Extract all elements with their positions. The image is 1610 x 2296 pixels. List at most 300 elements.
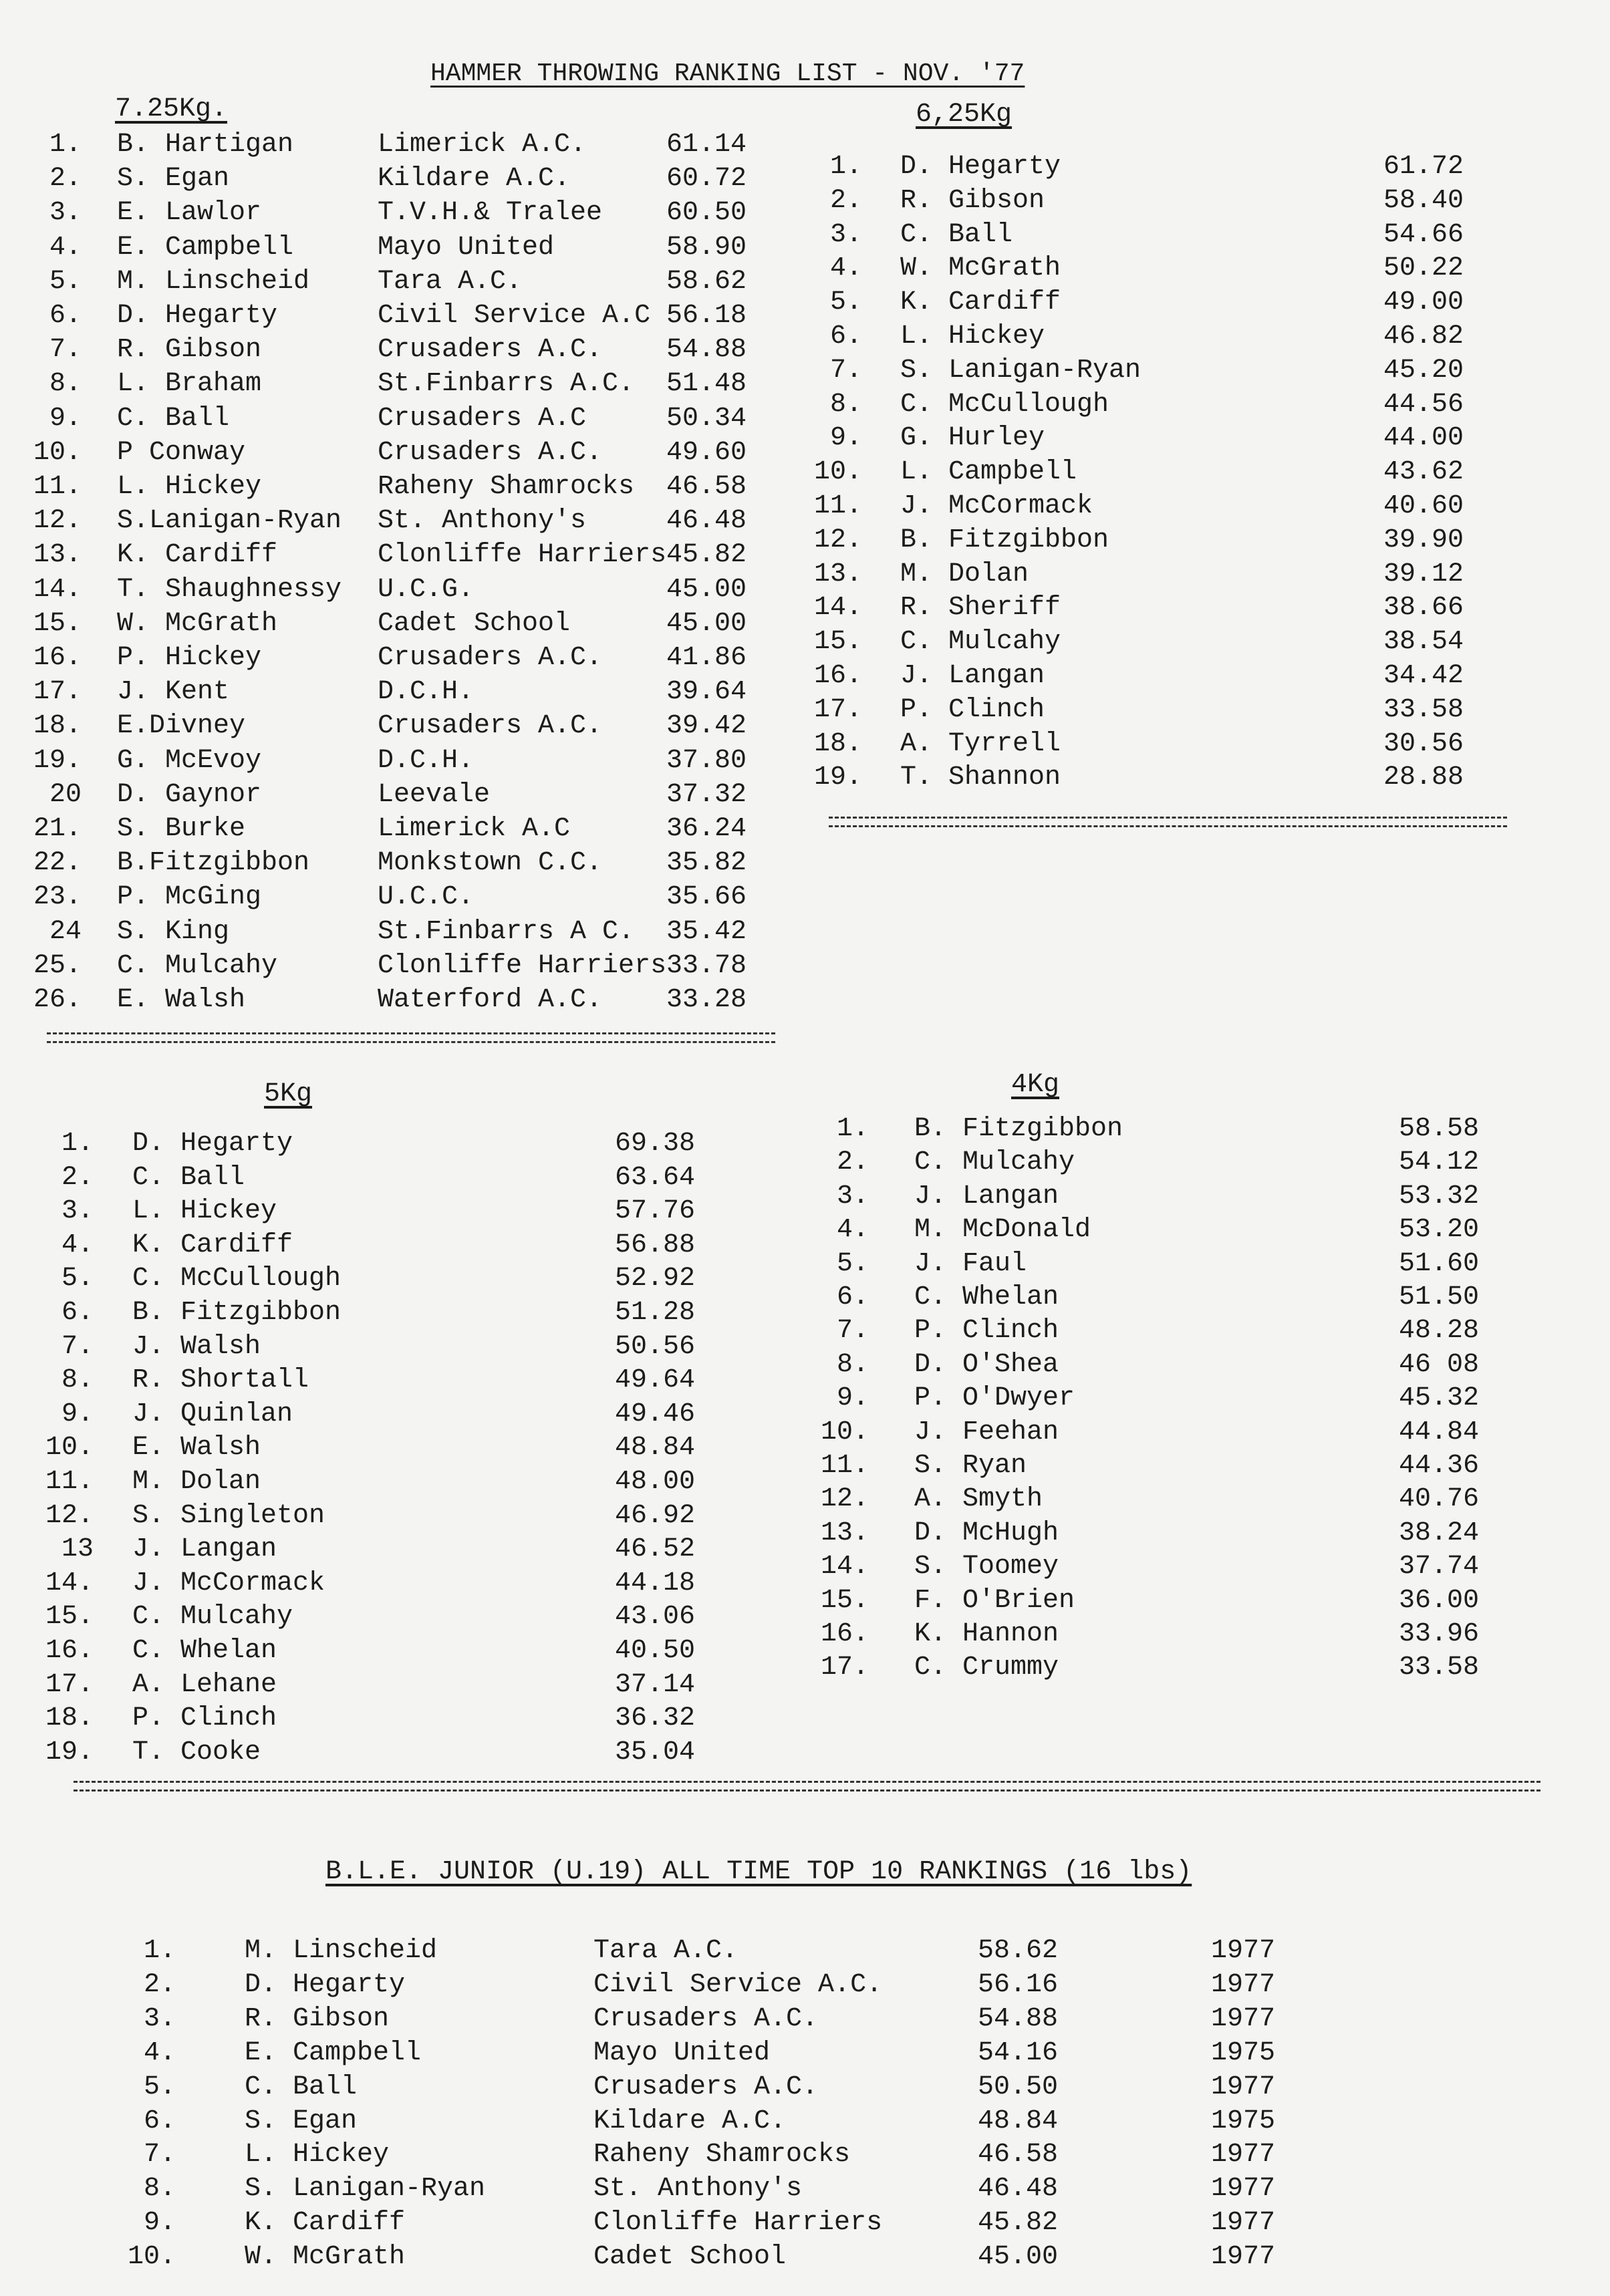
mark-value: 33.58 xyxy=(1383,695,1464,725)
mark-value: 58.62 xyxy=(666,267,747,297)
club-name: Monkstown C.C. xyxy=(378,848,603,878)
rank-number: 10. xyxy=(33,438,82,468)
rank-number: 2. xyxy=(143,1970,176,2000)
club-name: Civil Service A.C xyxy=(378,301,651,331)
athlete-name: C. Crummy xyxy=(914,1653,1059,1683)
rank-number: 2. xyxy=(61,1163,94,1193)
divider-7-25kg xyxy=(47,1032,775,1043)
athlete-name: R. Shortall xyxy=(132,1365,309,1395)
rank-number: 16. xyxy=(820,1619,869,1649)
athlete-name: E. Campbell xyxy=(117,233,294,263)
athlete-name: L. Hickey xyxy=(245,2140,390,2170)
mark-value: 28.88 xyxy=(1383,762,1464,793)
mark-value: 54.88 xyxy=(978,2004,1059,2034)
mark-value: 48.00 xyxy=(615,1467,696,1497)
rank-number: 13. xyxy=(813,559,862,589)
athlete-name: B. Hartigan xyxy=(117,130,294,160)
athlete-name: G. McEvoy xyxy=(117,746,262,776)
rank-number: 10. xyxy=(127,2242,176,2272)
section-heading-junior-top10: B.L.E. JUNIOR (U.19) ALL TIME TOP 10 RANKINGS (16 lbs) xyxy=(325,1857,1192,1887)
rank-number: 23. xyxy=(33,882,82,912)
mark-value: 46.52 xyxy=(615,1534,696,1564)
athlete-name: D. Hegarty xyxy=(900,152,1061,182)
athlete-name: C. Mulcahy xyxy=(914,1147,1075,1177)
rank-number: 7. xyxy=(836,1316,869,1346)
rank-number: 6. xyxy=(836,1282,869,1312)
athlete-name: C. Ball xyxy=(245,2072,358,2102)
mark-value: 33.28 xyxy=(666,985,747,1015)
mark-value: 37.14 xyxy=(615,1670,696,1700)
club-name: Cadet School xyxy=(378,609,571,639)
rank-number: 18. xyxy=(45,1703,94,1733)
athlete-name: P. Hickey xyxy=(117,643,262,673)
club-name: Mayo United xyxy=(378,233,555,263)
divider-6-25kg xyxy=(829,817,1507,827)
rank-number: 13. xyxy=(820,1518,869,1548)
mark-value: 63.64 xyxy=(615,1163,696,1193)
athlete-name: J. Langan xyxy=(900,661,1045,691)
rank-number: 6. xyxy=(143,2106,176,2136)
athlete-name: S. Toomey xyxy=(914,1552,1059,1582)
rank-number: 3. xyxy=(829,220,862,250)
club-name: Clonliffe Harriers xyxy=(378,540,667,570)
mark-value: 46.48 xyxy=(978,2174,1059,2204)
mark-value: 49.46 xyxy=(615,1399,696,1429)
rank-number: 1. xyxy=(829,152,862,182)
athlete-name: J. Langan xyxy=(914,1181,1059,1211)
rank-number: 10. xyxy=(820,1417,869,1447)
mark-value: 36.00 xyxy=(1399,1586,1480,1616)
mark-value: 40.50 xyxy=(615,1636,696,1666)
mark-value: 51.48 xyxy=(666,369,747,399)
athlete-name: B. Fitzgibbon xyxy=(900,525,1109,555)
rank-number: 1. xyxy=(143,1936,176,1966)
club-name: Clonliffe Harriers xyxy=(378,951,667,981)
year: 1977 xyxy=(1211,2140,1276,2170)
mark-value: 58.58 xyxy=(1399,1114,1480,1144)
mark-value: 33.78 xyxy=(666,951,747,981)
mark-value: 54.12 xyxy=(1399,1147,1480,1177)
athlete-name: C. Ball xyxy=(117,404,230,434)
athlete-name: R. Sheriff xyxy=(900,593,1061,623)
club-name: Cadet School xyxy=(593,2242,787,2272)
mark-value: 45.32 xyxy=(1399,1383,1480,1413)
athlete-name: R. Gibson xyxy=(900,186,1045,216)
athlete-name: S. Burke xyxy=(117,814,246,844)
mark-value: 58.40 xyxy=(1383,186,1464,216)
rank-number: 7. xyxy=(49,335,82,365)
mark-value: 38.66 xyxy=(1383,593,1464,623)
mark-value: 40.60 xyxy=(1383,491,1464,521)
year: 1977 xyxy=(1211,2208,1276,2238)
athlete-name: P. Clinch xyxy=(900,695,1045,725)
club-name: Raheny Shamrocks xyxy=(378,472,635,502)
section-heading-5kg: 5Kg xyxy=(264,1079,313,1109)
rank-number: 25. xyxy=(33,951,82,981)
athlete-name: A. Lehane xyxy=(132,1670,277,1700)
rank-number: 15. xyxy=(33,609,82,639)
year: 1977 xyxy=(1211,2242,1276,2272)
mark-value: 50.22 xyxy=(1383,253,1464,283)
rank-number: 3. xyxy=(836,1181,869,1211)
club-name: Crusaders A.C. xyxy=(593,2004,819,2034)
rank-number: 1. xyxy=(49,130,82,160)
mark-value: 43.62 xyxy=(1383,457,1464,487)
athlete-name: E. Walsh xyxy=(132,1433,261,1463)
athlete-name: K. Cardiff xyxy=(132,1230,293,1260)
rank-number: 7. xyxy=(829,355,862,386)
rank-number: 8. xyxy=(61,1365,94,1395)
club-name: U.C.G. xyxy=(378,575,475,605)
rank-number: 10. xyxy=(813,457,862,487)
rank-number: 22. xyxy=(33,848,82,878)
rank-number: 14. xyxy=(813,593,862,623)
rank-number: 12. xyxy=(813,525,862,555)
rank-number: 17. xyxy=(45,1670,94,1700)
athlete-name: E.Divney xyxy=(117,711,246,741)
athlete-name: D. Hegarty xyxy=(117,301,278,331)
rank-number: 12. xyxy=(45,1501,94,1531)
rank-number: 11. xyxy=(820,1451,869,1481)
club-name: Civil Service A.C. xyxy=(593,1970,883,2000)
rank-number: 19. xyxy=(33,746,82,776)
mark-value: 34.42 xyxy=(1383,661,1464,691)
athlete-name: D. Hegarty xyxy=(132,1129,293,1159)
athlete-name: J. Faul xyxy=(914,1249,1027,1279)
rank-number: 16. xyxy=(45,1636,94,1666)
athlete-name: T. Shaughnessy xyxy=(117,575,342,605)
rank-number: 9. xyxy=(836,1383,869,1413)
rank-number: 6. xyxy=(829,321,862,351)
athlete-name: K. Hannon xyxy=(914,1619,1059,1649)
athlete-name: D. Gaynor xyxy=(117,780,262,810)
athlete-name: W. McGrath xyxy=(900,253,1061,283)
rank-number: 8. xyxy=(49,369,82,399)
rank-number: 15. xyxy=(813,627,862,657)
mark-value: 38.24 xyxy=(1399,1518,1480,1548)
rank-number: 3. xyxy=(49,198,82,228)
rank-number: 15. xyxy=(45,1602,94,1632)
mark-value: 37.32 xyxy=(666,780,747,810)
section-heading-7-25kg: 7.25Kg. xyxy=(115,94,228,124)
athlete-name: S. King xyxy=(117,917,230,947)
rank-number: 21. xyxy=(33,814,82,844)
athlete-name: C. Ball xyxy=(132,1163,245,1193)
rank-number: 18. xyxy=(33,711,82,741)
rank-number: 5. xyxy=(143,2072,176,2102)
rank-number: 13. xyxy=(33,540,82,570)
club-name: St.Finbarrs A.C. xyxy=(378,369,635,399)
rank-number: 11. xyxy=(33,472,82,502)
athlete-name: A. Smyth xyxy=(914,1484,1043,1514)
athlete-name: C. Mulcahy xyxy=(900,627,1061,657)
year: 1975 xyxy=(1211,2106,1276,2136)
rank-number: 4. xyxy=(829,253,862,283)
athlete-name: D. Hegarty xyxy=(245,1970,406,2000)
athlete-name: E. Walsh xyxy=(117,985,246,1015)
mark-value: 61.72 xyxy=(1383,152,1464,182)
athlete-name: C. McCullough xyxy=(132,1264,342,1294)
rank-number: 13 xyxy=(61,1534,94,1564)
rank-number: 9. xyxy=(829,423,862,453)
mark-value: 45.82 xyxy=(978,2208,1059,2238)
athlete-name: S.Lanigan-Ryan xyxy=(117,506,342,536)
athlete-name: T. Cooke xyxy=(132,1737,261,1767)
rank-number: 9. xyxy=(61,1399,94,1429)
athlete-name: C. Mulcahy xyxy=(117,951,278,981)
divider-5kg-4kg xyxy=(74,1781,1540,1791)
mark-value: 54.16 xyxy=(978,2038,1059,2068)
athlete-name: J. Walsh xyxy=(132,1332,261,1362)
rank-number: 5. xyxy=(49,267,82,297)
athlete-name: J. McCormack xyxy=(132,1568,325,1598)
mark-value: 45.00 xyxy=(978,2242,1059,2272)
mark-value: 44.00 xyxy=(1383,423,1464,453)
athlete-name: S. Lanigan-Ryan xyxy=(900,355,1142,386)
athlete-name: F. O'Brien xyxy=(914,1586,1075,1616)
athlete-name: D. McHugh xyxy=(914,1518,1059,1548)
athlete-name: J. Kent xyxy=(117,677,230,707)
club-name: Mayo United xyxy=(593,2038,771,2068)
club-name: Limerick A.C xyxy=(378,814,571,844)
rank-number: 4. xyxy=(49,233,82,263)
mark-value: 39.12 xyxy=(1383,559,1464,589)
athlete-name: S. Egan xyxy=(117,164,230,194)
mark-value: 39.42 xyxy=(666,711,747,741)
mark-value: 61.14 xyxy=(666,130,747,160)
athlete-name: K. Cardiff xyxy=(900,287,1061,317)
mark-value: 50.34 xyxy=(666,404,747,434)
club-name: Waterford A.C. xyxy=(378,985,603,1015)
club-name: Kildare A.C. xyxy=(378,164,571,194)
athlete-name: L. Braham xyxy=(117,369,262,399)
club-name: Leevale xyxy=(378,780,491,810)
mark-value: 51.60 xyxy=(1399,1249,1480,1279)
athlete-name: P Conway xyxy=(117,438,246,468)
mark-value: 41.86 xyxy=(666,643,747,673)
rank-number: 26. xyxy=(33,985,82,1015)
club-name: Clonliffe Harriers xyxy=(593,2208,883,2238)
mark-value: 45.00 xyxy=(666,609,747,639)
rank-number: 9. xyxy=(143,2208,176,2238)
athlete-name: P. Clinch xyxy=(132,1703,277,1733)
club-name: Limerick A.C. xyxy=(378,130,587,160)
mark-value: 57.76 xyxy=(615,1196,696,1226)
rank-number: 8. xyxy=(836,1350,869,1380)
athlete-name: M. Dolan xyxy=(900,559,1029,589)
rank-number: 7. xyxy=(61,1332,94,1362)
rank-number: 7. xyxy=(143,2140,176,2170)
rank-number: 2. xyxy=(49,164,82,194)
mark-value: 58.62 xyxy=(978,1936,1059,1966)
athlete-name: L. Hickey xyxy=(117,472,262,502)
mark-value: 49.00 xyxy=(1383,287,1464,317)
rank-number: 17. xyxy=(33,677,82,707)
athlete-name: J. McCormack xyxy=(900,491,1093,521)
mark-value: 44.56 xyxy=(1383,390,1464,420)
mark-value: 36.32 xyxy=(615,1703,696,1733)
rank-number: 4. xyxy=(143,2038,176,2068)
athlete-name: J. Quinlan xyxy=(132,1399,293,1429)
athlete-name: R. Gibson xyxy=(117,335,262,365)
club-name: D.C.H. xyxy=(378,677,475,707)
athlete-name: C. McCullough xyxy=(900,390,1109,420)
mark-value: 37.74 xyxy=(1399,1552,1480,1582)
rank-number: 19. xyxy=(813,762,862,793)
rank-number: 5. xyxy=(836,1249,869,1279)
athlete-name: L. Hickey xyxy=(900,321,1045,351)
club-name: Crusaders A.C xyxy=(378,404,587,434)
rank-number: 3. xyxy=(61,1196,94,1226)
mark-value: 56.18 xyxy=(666,301,747,331)
club-name: St. Anthony's xyxy=(378,506,587,536)
mark-value: 45.00 xyxy=(666,575,747,605)
mark-value: 39.64 xyxy=(666,677,747,707)
club-name: D.C.H. xyxy=(378,746,475,776)
rank-number: 2. xyxy=(836,1147,869,1177)
rank-number: 14. xyxy=(45,1568,94,1598)
athlete-name: B.Fitzgibbon xyxy=(117,848,310,878)
rank-number: 20 xyxy=(49,780,82,810)
club-name: Tara A.C. xyxy=(593,1936,739,1966)
section-heading-4kg: 4Kg xyxy=(1011,1070,1060,1100)
mark-value: 33.58 xyxy=(1399,1653,1480,1683)
mark-value: 54.88 xyxy=(666,335,747,365)
mark-value: 35.04 xyxy=(615,1737,696,1767)
document-title: HAMMER THROWING RANKING LIST - NOV. '77 xyxy=(430,59,1025,88)
rank-number: 6. xyxy=(61,1298,94,1328)
rank-number: 5. xyxy=(829,287,862,317)
mark-value: 48.84 xyxy=(615,1433,696,1463)
athlete-name: C. Ball xyxy=(900,220,1013,250)
mark-value: 40.76 xyxy=(1399,1484,1480,1514)
rank-number: 4. xyxy=(836,1215,869,1245)
club-name: Crusaders A.C. xyxy=(593,2072,819,2102)
rank-number: 14. xyxy=(33,575,82,605)
mark-value: 53.20 xyxy=(1399,1215,1480,1245)
section-heading-6-25kg: 6,25Kg xyxy=(916,100,1013,130)
athlete-name: C. Mulcahy xyxy=(132,1602,293,1632)
athlete-name: B. Fitzgibbon xyxy=(132,1298,342,1328)
mark-value: 46 08 xyxy=(1399,1350,1480,1380)
mark-value: 43.06 xyxy=(615,1602,696,1632)
mark-value: 51.50 xyxy=(1399,1282,1480,1312)
mark-value: 44.36 xyxy=(1399,1451,1480,1481)
mark-value: 48.28 xyxy=(1399,1316,1480,1346)
mark-value: 46.48 xyxy=(666,506,747,536)
mark-value: 35.42 xyxy=(666,917,747,947)
mark-value: 53.32 xyxy=(1399,1181,1480,1211)
rank-number: 15. xyxy=(820,1586,869,1616)
rank-number: 17. xyxy=(820,1653,869,1683)
rank-number: 24 xyxy=(49,917,82,947)
athlete-name: P. Clinch xyxy=(914,1316,1059,1346)
mark-value: 56.16 xyxy=(978,1970,1059,2000)
mark-value: 37.80 xyxy=(666,746,747,776)
athlete-name: C. Whelan xyxy=(914,1282,1059,1312)
mark-value: 58.90 xyxy=(666,233,747,263)
year: 1977 xyxy=(1211,2072,1276,2102)
year: 1977 xyxy=(1211,1970,1276,2000)
rank-number: 11. xyxy=(813,491,862,521)
mark-value: 52.92 xyxy=(615,1264,696,1294)
mark-value: 60.72 xyxy=(666,164,747,194)
athlete-name: R. Gibson xyxy=(245,2004,390,2034)
club-name: Tara A.C. xyxy=(378,267,523,297)
mark-value: 45.20 xyxy=(1383,355,1464,386)
mark-value: 38.54 xyxy=(1383,627,1464,657)
club-name: U.C.C. xyxy=(378,882,475,912)
athlete-name: P. McGing xyxy=(117,882,262,912)
rank-number: 8. xyxy=(829,390,862,420)
rank-number: 6. xyxy=(49,301,82,331)
athlete-name: P. O'Dwyer xyxy=(914,1383,1075,1413)
mark-value: 56.88 xyxy=(615,1230,696,1260)
mark-value: 39.90 xyxy=(1383,525,1464,555)
club-name: Crusaders A.C. xyxy=(378,335,603,365)
athlete-name: M. Linscheid xyxy=(117,267,310,297)
athlete-name: E. Lawlor xyxy=(117,198,262,228)
mark-value: 46.58 xyxy=(666,472,747,502)
athlete-name: S. Singleton xyxy=(132,1501,325,1531)
club-name: Raheny Shamrocks xyxy=(593,2140,851,2170)
athlete-name: D. O'Shea xyxy=(914,1350,1059,1380)
athlete-name: W. McGrath xyxy=(245,2242,406,2272)
mark-value: 46.92 xyxy=(615,1501,696,1531)
club-name: St. Anthony's xyxy=(593,2174,803,2204)
mark-value: 50.50 xyxy=(978,2072,1059,2102)
athlete-name: S. Lanigan-Ryan xyxy=(245,2174,486,2204)
athlete-name: K. Cardiff xyxy=(245,2208,406,2238)
club-name: St.Finbarrs A C. xyxy=(378,917,635,947)
mark-value: 60.50 xyxy=(666,198,747,228)
mark-value: 36.24 xyxy=(666,814,747,844)
rank-number: 9. xyxy=(49,404,82,434)
athlete-name: B. Fitzgibbon xyxy=(914,1114,1123,1144)
athlete-name: L. Campbell xyxy=(900,457,1077,487)
mark-value: 35.82 xyxy=(666,848,747,878)
rank-number: 16. xyxy=(813,661,862,691)
mark-value: 49.60 xyxy=(666,438,747,468)
athlete-name: G. Hurley xyxy=(900,423,1045,453)
rank-number: 2. xyxy=(829,186,862,216)
year: 1975 xyxy=(1211,2038,1276,2068)
rank-number: 12. xyxy=(33,506,82,536)
athlete-name: W. McGrath xyxy=(117,609,278,639)
athlete-name: C. Whelan xyxy=(132,1636,277,1666)
rank-number: 19. xyxy=(45,1737,94,1767)
rank-number: 8. xyxy=(143,2174,176,2204)
rank-number: 10. xyxy=(45,1433,94,1463)
mark-value: 46.82 xyxy=(1383,321,1464,351)
rank-number: 11. xyxy=(45,1467,94,1497)
rank-number: 17. xyxy=(813,695,862,725)
athlete-name: S. Egan xyxy=(245,2106,358,2136)
athlete-name: S. Ryan xyxy=(914,1451,1027,1481)
athlete-name: M. Dolan xyxy=(132,1467,261,1497)
athlete-name: E. Campbell xyxy=(245,2038,422,2068)
rank-number: 5. xyxy=(61,1264,94,1294)
rank-number: 4. xyxy=(61,1230,94,1260)
athlete-name: L. Hickey xyxy=(132,1196,277,1226)
rank-number: 1. xyxy=(61,1129,94,1159)
mark-value: 30.56 xyxy=(1383,729,1464,759)
rank-number: 14. xyxy=(820,1552,869,1582)
mark-value: 48.84 xyxy=(978,2106,1059,2136)
club-name: Crusaders A.C. xyxy=(378,711,603,741)
rank-number: 1. xyxy=(836,1114,869,1144)
mark-value: 49.64 xyxy=(615,1365,696,1395)
